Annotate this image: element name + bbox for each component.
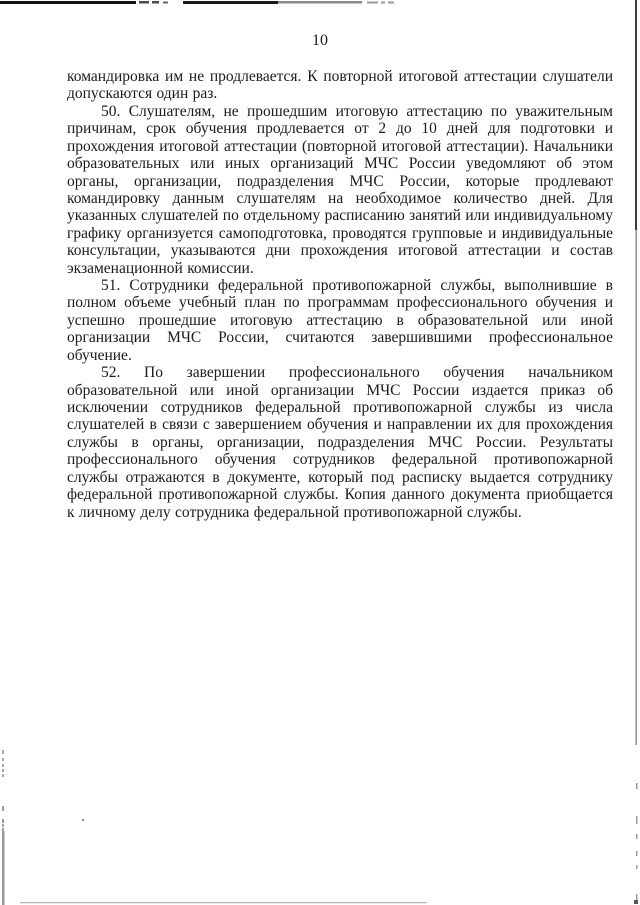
page-number: 10 xyxy=(312,32,328,49)
paragraph-clause-50: 50. Слушателям, не прошедшим итоговую аттестацию по уважительным причинам, срок обучения продлевается от 2 до 10 дней для подготовки и прохождения итоговой аттестации (повторной итоговой аттестации). Начальники образовательных или иных организаций МЧС России уведомляют об этом органы, организации, подразделения МЧС России, которые продлевают командировку данным слушателям на необходимое количество дней. Для указанных слушателей по отдельному расписанию занятий или индивидуальному графику организуется самоподготовка, проводятся групповые и индивидуальные консультации, указываются дни прохождения итоговой аттестации и состав экзаменационной комиссии. xyxy=(67,102,613,277)
paragraph-continuation: командировка им не продлевается. К повторной итоговой аттестации слушатели допускаются один раз. xyxy=(67,68,613,103)
document-body xyxy=(67,68,613,521)
paragraph-clause-52: 52. По завершении профессионального обучения начальником образовательной или иной организации МЧС России издается приказ об исключении сотрудников федеральной противопожарной службы из числа слушателей в связи с завершением обучения и направлении их для прохождения службы в органы, организации, подразделения МЧС России. Результаты профессионального обучения сотрудников федеральной противопожарной службы отражаются в документе, который под расписку выдается сотруднику федеральной противопожарной службы. Копия данного документа приобщается к личному делу сотрудника федеральной противопожарной службы. xyxy=(67,364,613,521)
paragraph-clause-51: 51. Сотрудники федеральной противопожарной службы, выполнившие в полном объеме учебный план по программам профессионального обучения и успешно прошедшие итоговую аттестацию в образовательной или иной организации МЧС России, считаются завершившими профессиональное обучение. xyxy=(67,277,613,364)
